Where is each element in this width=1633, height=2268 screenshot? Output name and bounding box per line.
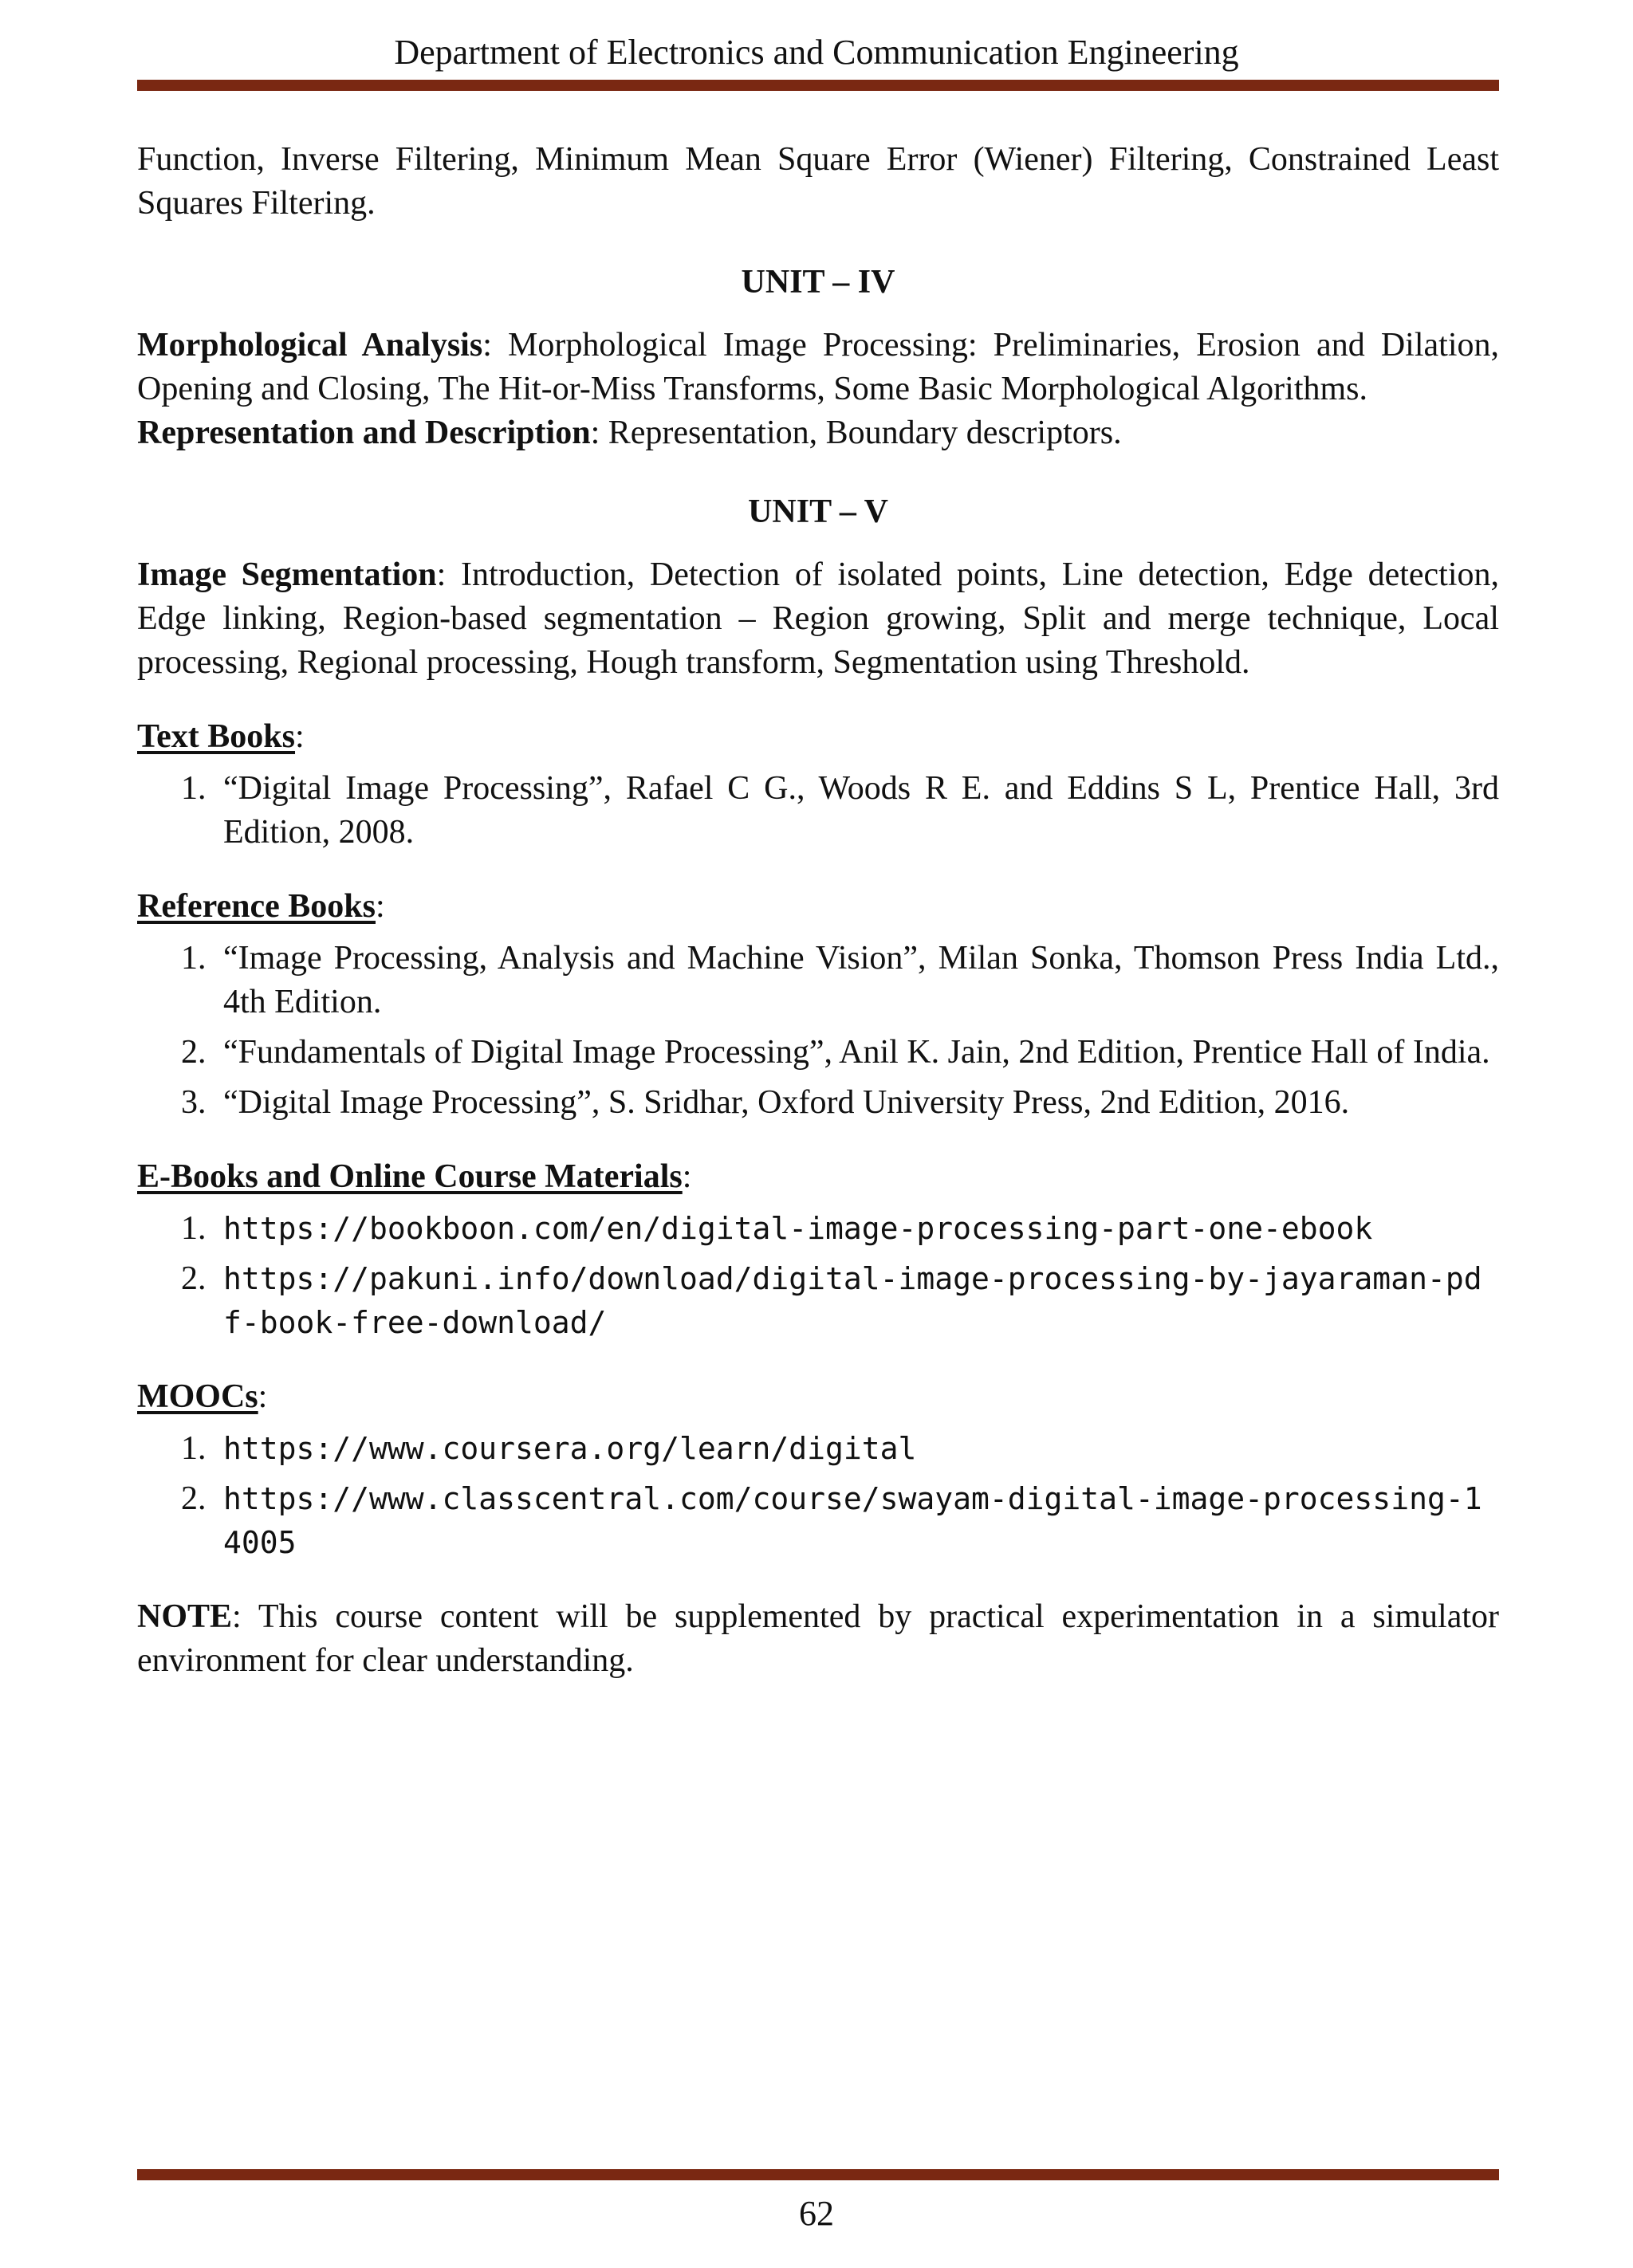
ebook-link[interactable]: https://pakuni.info/download/digital-image-processing-by-jayaraman-pdf-book-free-download/ — [223, 1261, 1482, 1340]
page-number: 62 — [799, 2194, 834, 2233]
list-item: 1. “Digital Image Processing”, Rafael C G., Woods R E. and Eddins S L, Prentice Hall, 3rd Edition, 2008. — [181, 770, 1499, 851]
main-content — [137, 138, 1499, 1683]
morphological-analysis-label: Morphological Analysis — [137, 327, 483, 364]
unit-4-representation-paragraph — [137, 411, 1499, 455]
unit-4-title: UNIT – IV — [741, 264, 895, 301]
representation-label: Representation and Description — [137, 415, 591, 451]
list-item: 2. https://www.classcentral.com/course/swayam-digital-image-processing-14005 — [181, 1480, 1482, 1560]
list-item: 2. “Fundamentals of Digital Image Processing”, Anil K. Jain, 2nd Edition, Prentice Hall of India. — [181, 1034, 1490, 1071]
reference-books-heading: Reference Books: — [137, 888, 385, 925]
list-item: 3. “Digital Image Processing”, S. Sridhar, Oxford University Press, 2nd Edition, 2016. — [181, 1084, 1350, 1121]
moocs-list — [137, 1427, 1499, 1565]
header-rule — [137, 80, 1499, 91]
text-books-heading: Text Books: — [137, 718, 305, 755]
list-item: 1. “Image Processing, Analysis and Machine Vision”, Milan Sonka, Thomson Press India Ltd., 4th Edition. — [181, 940, 1499, 1020]
morphological-analysis-text: : Morphological Image Processing: Preliminaries, Erosion and Dilation, Opening and Closing, The Hit-or-Miss Transforms, Some Basic Morphological Algorithms. — [137, 327, 1499, 407]
representation-text: : Representation, Boundary descriptors. — [590, 415, 1122, 451]
list-item: 1. https://bookboon.com/en/digital-image-processing-part-one-ebook — [181, 1210, 1373, 1247]
unit-5-segmentation-paragraph — [137, 553, 1499, 685]
text-books-list — [137, 767, 1499, 855]
image-segmentation-text: : Introduction, Detection of isolated points, Line detection, Edge detection, Edge linking, Region-based segmentation – Region growing, Split and merge technique, Local processing, Regional processing, Hough transform, Segmentation using Threshold. — [137, 556, 1499, 681]
ebook-link[interactable]: https://bookboon.com/en/digital-image-processing-part-one-ebook — [223, 1211, 1373, 1246]
mooc-link[interactable]: https://www.coursera.org/learn/digital — [223, 1431, 917, 1466]
page-header-title: Department of Electronics and Communication Engineering — [394, 33, 1239, 72]
note-text: : This course content will be supplemented by practical experimentation in a simulator environment for clear understanding. — [137, 1598, 1499, 1679]
reference-books-list — [137, 937, 1499, 1125]
unit-4-morphological-paragraph — [137, 324, 1499, 411]
ebooks-list — [137, 1207, 1499, 1345]
unit-5-title: UNIT – V — [748, 493, 888, 530]
footer-rule — [137, 2169, 1499, 2180]
intro-paragraph: Function, Inverse Filtering, Minimum Mean Square Error (Wiener) Filtering, Constrained Least Squares Filtering. — [137, 141, 1499, 222]
note-label: NOTE — [137, 1598, 233, 1635]
list-item: 2. https://pakuni.info/download/digital-image-processing-by-jayaraman-pdf-book-free-download/ — [181, 1260, 1482, 1340]
list-item: 1. https://www.coursera.org/learn/digital — [181, 1430, 917, 1467]
ebooks-heading: E-Books and Online Course Materials: — [137, 1158, 692, 1195]
image-segmentation-label: Image Segmentation — [137, 556, 437, 593]
note-paragraph — [137, 1595, 1499, 1683]
mooc-link[interactable]: https://www.classcentral.com/course/swayam-digital-image-processing-14005 — [223, 1481, 1482, 1560]
moocs-heading: MOOCs: — [137, 1378, 268, 1415]
